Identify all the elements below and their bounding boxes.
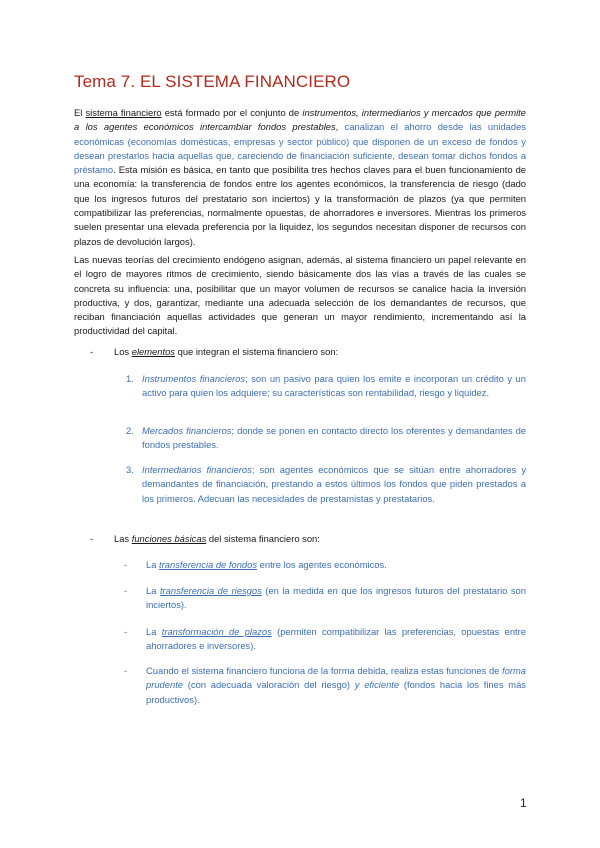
text-run: Las: [114, 533, 132, 544]
text-run: La: [146, 585, 160, 596]
text-run: del sistema financiero son:: [206, 533, 320, 544]
sub-dash: -: [124, 559, 128, 570]
term-funciones-basicas: funciones básicas: [131, 533, 207, 544]
function-item-3: [124, 625, 526, 654]
text-run: (con adecuada valoración del riesgo): [183, 679, 355, 691]
element-item-2: [126, 424, 527, 453]
text-run: Cuando el sistema financiero funciona de la forma debida, realiza estas funciones de: [146, 665, 503, 676]
text-run: (en la medida en que los ingresos futuros del prestatario son inciertos).: [146, 585, 526, 611]
bullet-text: [114, 532, 320, 546]
bullet-dash: -: [90, 346, 94, 357]
text-run: entre los agentes económicos.: [257, 559, 387, 570]
text-run: La: [146, 559, 160, 570]
definition-emphasis: instrumentos, intermediarios y mercados que permite a los agentes económicos intercambiar fondos prestables: [74, 107, 526, 133]
item-number: 3.: [126, 464, 134, 475]
sub-dash: -: [124, 665, 128, 676]
item-text: ; son agentes económicos que se sitúan entre ahorradores y demandantes de financiación, prestando a estos últimos los fondos que piden prestados a los primeros. Adecuan las necesidades de prestamistas y prestatarios.: [142, 464, 527, 504]
text-run: (fondos hacia los fines más productivos).: [146, 679, 526, 705]
function-term: transferencia de fondos: [159, 559, 258, 570]
text-run: El: [74, 107, 86, 118]
function-term: transformación de plazos: [161, 626, 272, 637]
text-run: está formado por el conjunto de: [161, 107, 303, 118]
item-number: 1.: [126, 373, 134, 384]
item-term: Mercados financieros: [142, 425, 232, 436]
function-item-4: [124, 664, 526, 707]
function-term: transferencia de riesgos: [159, 585, 262, 596]
item-text: ; donde se ponen en contacto directo los oferentes y demandantes de fondos prestables.: [142, 425, 527, 451]
item-text: ; son un pasivo para quien los emite e incorporan un crédito y un activo para quien los adquiere; su características son rentabilidad, riesgo y liquidez.: [142, 373, 526, 399]
text-run: La: [146, 626, 162, 637]
term-elementos: elementos: [131, 346, 175, 357]
bullet-dash: -: [90, 533, 94, 544]
item-number: 2.: [126, 425, 134, 436]
page-number: 1: [520, 796, 527, 810]
text-run: (permiten compatibilizar las preferencias, opuestas entre ahorradores e inversores).: [146, 626, 526, 652]
function-item-1: [124, 558, 526, 572]
emphasis-eficiente: y eficiente: [354, 679, 400, 691]
growth-paragraph: Las nuevas teorías del crecimiento endógeno asignan, además, al sistema financiero un papel relevante en el logro de mayores ritmos de crecimiento, siendo básicamente dos las vías a través de las cuales se concreta su influencia: una, posibilitar que un mayor volumen de recursos se canalice hacia la inversión productiva, y dos, garantizar, mediante una adecuada selección de los demandantes de recursos, que reciban financiación aquellas actividades que generan un mayor rendimiento, incrementando así la productividad del capital.: [74, 254, 526, 337]
element-item-3: [126, 463, 527, 506]
element-item-1: [126, 372, 526, 401]
text-run: ,: [335, 121, 345, 133]
text-run: . Esta misión es básica, en tanto que posibilita tres hechos claves para el buen funcionamiento de una economía: la transferencia de fondos entre los agentes económicos, la transferencia de riesgo (dado que los ingresos futuros del prestatario son inciertos) y la transformación de plazos (ya que permiten compatibilizar las preferencias, normalmente opuestas, de ahorradores e inversores. Mientras los primeros suelen presentar una elevada preferencia por la liquidez, los segundos necesitan disponer de recursos con plazos de devolución largos).: [74, 164, 526, 247]
function-item-2: [124, 584, 526, 613]
intro-paragraph: [74, 106, 526, 249]
highlight-text: canalizan el ahorro desde las unidades económicas (economías domésticas, empresas y sector público) que disponen de un exceso de fondos y desean prestarlos hacia aquellas que, careciendo de financiación suficiente, desean tomar dichos fondos a préstamo: [74, 121, 526, 176]
item-term: Intermediarios financieros: [142, 464, 252, 475]
sub-dash: -: [124, 585, 128, 596]
sub-dash: -: [124, 626, 128, 637]
text-run: Los: [114, 346, 132, 357]
emphasis-prudente: forma prudente: [146, 665, 526, 691]
page-title: Tema 7. EL SISTEMA FINANCIERO: [74, 72, 351, 91]
text-run: que integran el sistema financiero son:: [175, 346, 339, 357]
bullet-text: [114, 345, 338, 359]
term-sistema-financiero: sistema financiero: [85, 107, 162, 118]
item-term: Instrumentos financieros: [142, 373, 246, 384]
